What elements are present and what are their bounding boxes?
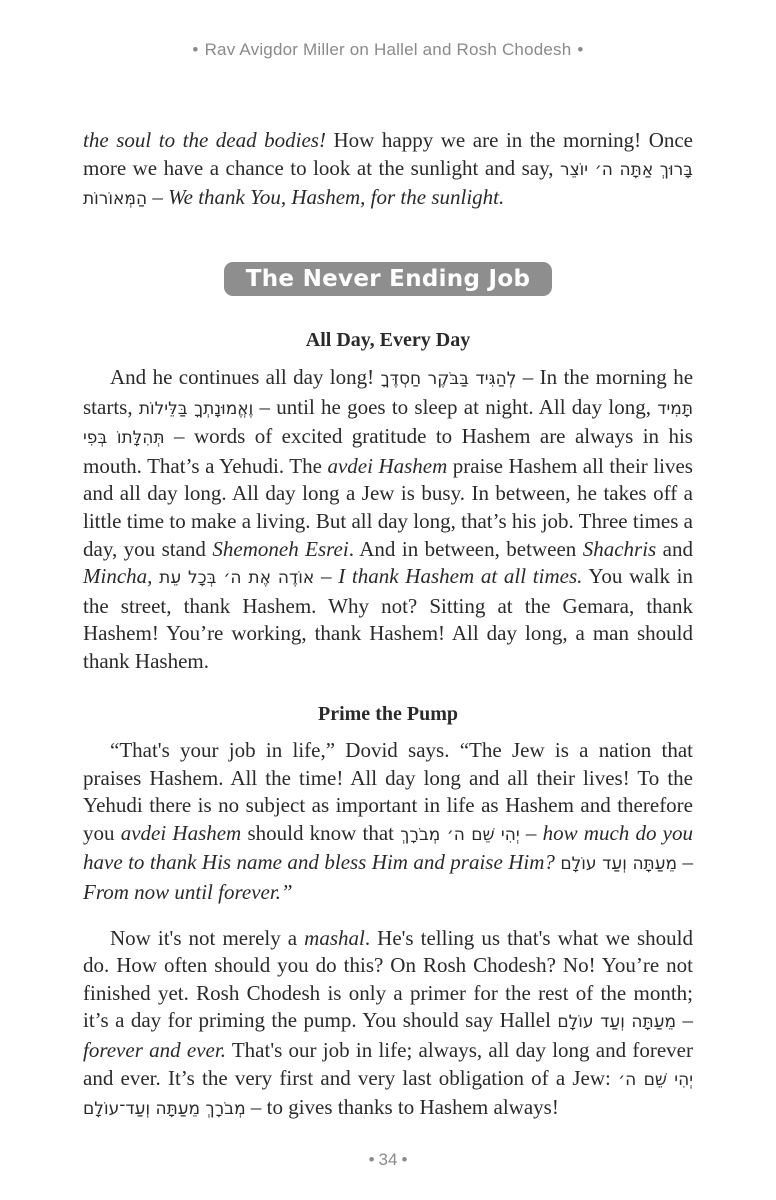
text: – words of excited gratitude to Hashem are always in his mouth. That’s a Yehudi. The	[83, 424, 693, 478]
text: How happy we are in the morning! Once more we have a chance to look at the sunlight and say,	[83, 128, 693, 180]
text: ,	[147, 564, 160, 589]
text: – to gives thanks to Hashem always!	[245, 1095, 559, 1120]
section1-paragraph	[83, 364, 693, 676]
section-banner: The Never Ending Job	[224, 262, 552, 296]
text: –	[676, 1008, 693, 1033]
section2-paragraphs	[83, 737, 693, 1124]
text: –	[519, 820, 543, 845]
text: That's our job in life; always, all day long and forever and ever. It’s the very first and very last obligation of a Jew:	[83, 1037, 693, 1090]
italic-text: Mincha	[83, 564, 148, 589]
page-number: 34	[378, 1150, 398, 1169]
bullet-icon: •	[577, 40, 584, 59]
italic-text: We thank You, Hashem, for the sunlight.	[168, 185, 505, 210]
hebrew-text: יְהִי שֵׁם ה׳ מְבֹרָךְ מֵעַתָּה וְעַד־עוֹלָם	[83, 1069, 693, 1120]
paragraph	[83, 364, 693, 676]
italic-text: Shemoneh Esrei	[212, 536, 349, 561]
bullet-icon: •	[368, 1150, 375, 1169]
paragraph	[83, 737, 693, 907]
hebrew-text: תָּמִיד תְּהִלָּתוֹ בְּפִי	[83, 398, 693, 449]
text: and	[656, 536, 693, 561]
hebrew-text: מֵעַתָּה וְעַד עוֹלָם	[560, 854, 678, 875]
page-folio	[0, 1150, 776, 1170]
italic-text: avdei Hashem	[327, 453, 448, 478]
text: You walk in the street, thank Hashem. Why not? Sitting at the Gemara, thank Hashem! You’re working, thank Hashem! All day long, a man should thank Hashem.	[83, 564, 694, 673]
italic-text: forever and ever.	[83, 1037, 226, 1062]
text: praise Hashem all their lives and all day long. All day long a Jew is busy. In between, he takes off a little time to make a living. But all day long, that’s his job. Three times a day, you stand	[83, 453, 693, 561]
italic-text: mashal	[304, 925, 365, 950]
italic-text: how much do you have to thank His name and bless Him and praise Him?	[83, 820, 693, 875]
text: . And in between, between	[348, 536, 583, 561]
text: – In the morning he starts,	[83, 365, 694, 419]
hebrew-text: מֵעַתָּה וְעַד עוֹלָם	[557, 1012, 677, 1033]
hebrew-text: אוֹדֶה אֶת ה׳ בְּכָל עֵת	[159, 568, 315, 589]
hebrew-text: וֶאֱמוּנָתְךָ בַּלֵּילוֹת	[138, 398, 254, 419]
text: Now it's not merely a	[110, 925, 305, 950]
intro-paragraph	[83, 127, 693, 214]
hebrew-text: יְהִי שֵׁם ה׳ מְבֹרָךְ	[400, 824, 520, 845]
subheading-all-day: All Day, Every Day	[305, 329, 471, 351]
running-head	[0, 40, 776, 60]
text: –	[147, 185, 169, 210]
hebrew-text: בָּרוּךְ אַתָּה ה׳ יוֹצֵר הַמְּאוֹרוֹת	[83, 159, 693, 210]
hebrew-text: לְהַגִּיד בַּבֹּקֶר חַסְדֶּךָ	[380, 369, 517, 389]
italic-text: I thank Hashem at all times.	[338, 564, 583, 589]
italic-text: From now until forever.”	[83, 879, 293, 904]
italic-text: the soul to the dead bodies!	[83, 128, 326, 152]
running-head-title: Rav Avigdor Miller on Hallel and Rosh Chodesh	[204, 40, 572, 59]
text: –	[314, 564, 339, 589]
subheading-prime-the-pump: Prime the Pump	[318, 703, 458, 725]
text: – until he goes to sleep at night. All day long,	[253, 394, 658, 419]
bullet-icon: •	[192, 40, 199, 59]
text: –	[677, 850, 694, 875]
italic-text: avdei Hashem	[120, 820, 242, 845]
text: And he continues all day long!	[110, 365, 381, 389]
text: “That's your job in life,” Dovid says. “The Jew is a nation that praises Hashem. All the time! All day long and all their lives! To the Yehudi there is no subject as important in life as Hashem and therefore you	[83, 738, 693, 845]
bullet-icon: •	[401, 1150, 408, 1169]
text: should know that	[241, 820, 401, 845]
italic-text: Shachris	[582, 536, 657, 561]
paragraph	[83, 127, 693, 214]
paragraph	[83, 925, 693, 1124]
text: . He's telling us that's what we should do. How often should you do this? On Rosh Chodesh? No! You’re not finished yet. Rosh Chodesh is only a primer for the rest of the month; it’s a day for priming the pump. You should say Hallel	[83, 925, 693, 1033]
